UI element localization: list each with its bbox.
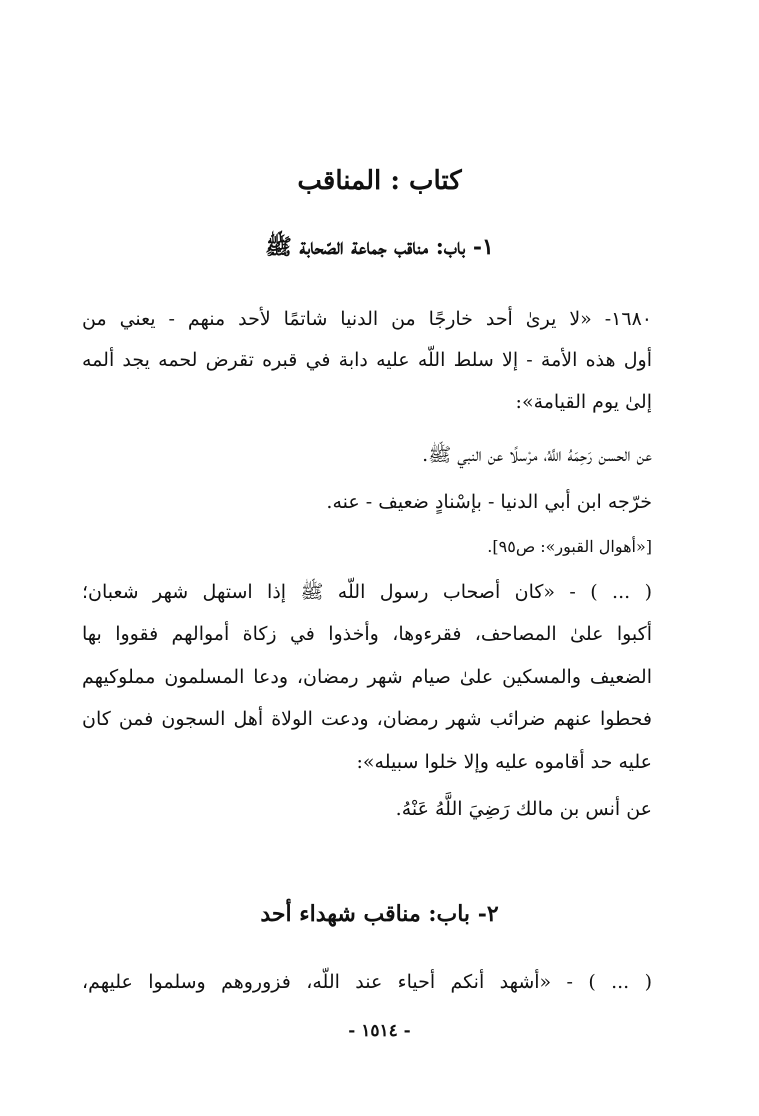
book-title: كتاب : المناقب	[297, 166, 462, 196]
page-number: - ١٥١٤ -	[348, 1021, 411, 1041]
chapter-1-heading: ١- باب: مناقب جماعة الصّحابة ﷺ	[265, 234, 494, 260]
hadith-2-line-2: أكبوا علىٰ المصاحف، فقرءوها، وأخذوا في زكاة أموالهم فقووا بها	[82, 623, 652, 645]
hadith-1680-source: [«أهوال القبور»: ص٩٥].	[487, 537, 652, 556]
hadith-1680-line-2: أول هذه الأمة - إلا سلط اللّه عليه دابة في قبره تقرض لحمه يجد ألمه	[82, 349, 652, 371]
hadith-2-line-5: عليه حد أقاموه عليه وإلا خلوا سبيله»:	[356, 751, 652, 773]
hadith-1680-takhrij: خرّجه ابن أبي الدنيا - بإسْنادٍ ضعيف - عنه.	[326, 491, 652, 513]
hadith-2-line-1: ( ... ) - «كان أصحاب رسول اللّه ﷺ إذا استهل شهر شعبان؛	[82, 581, 652, 603]
hadith-1680-line-1: ١٦٨٠- «لا يرىٰ أحد خارجًا من الدنيا شاتمًا لأحد منهم - يعني من	[82, 308, 652, 330]
hadith-1680-line-3: إلىٰ يوم القيامة»:	[515, 391, 652, 413]
hadith-2-narrator: عن أنس بن مالك رَضِيَ اللَّهُ عَنْهُ.	[395, 798, 652, 820]
hadith-1680-narrator: عن الحسن رَحِمَهُ اللَّهُ، مرْسلًا عن النبي ﷺ.	[422, 444, 652, 466]
hadith-2-line-4: فحطوا عنهم ضرائب شهر رمضان، ودعت الولاة أهل السجون فمن كان	[82, 708, 652, 730]
hadith-2-line-3: الضعيف والمسكين علىٰ صيام شهر رمضان، ودعا المسلمون مملوكيهم	[82, 666, 652, 688]
chapter-2-heading: ٢- باب: مناقب شهداء أحد	[260, 901, 499, 927]
chapter-2-hadith-line-1: ( ... ) - «أشهد أنكم أحياء عند اللّه، فزوروهم وسلموا عليهم،	[82, 971, 652, 993]
